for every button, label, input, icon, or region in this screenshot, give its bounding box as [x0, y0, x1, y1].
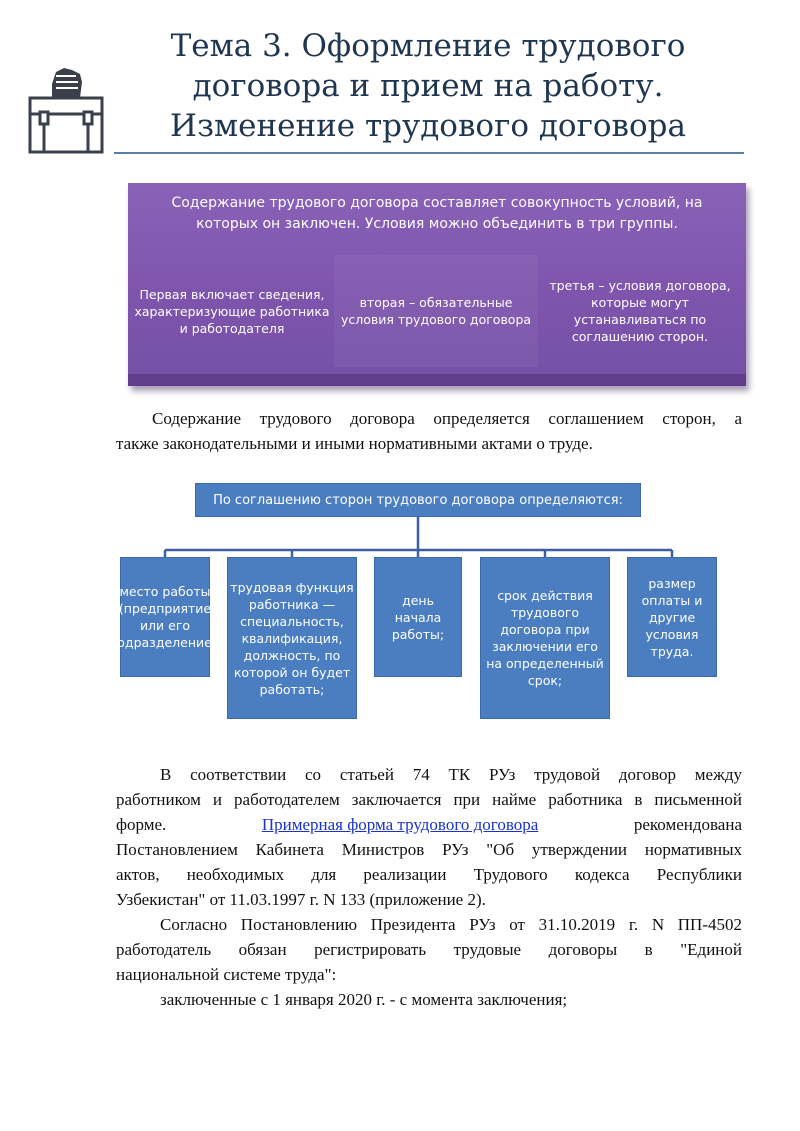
paragraph-line: работником и работодателем заключается при найме работника в письменной	[116, 790, 742, 809]
org-chart-item-pay: размер оплаты и другие условия труда.	[627, 557, 717, 677]
group-second: вторая – обязательные условия трудового договора	[334, 255, 538, 367]
paragraph-line: актов, необходимых для реализации Трудового кодекса Республики	[116, 865, 742, 884]
briefcase-hand-icon	[26, 64, 106, 156]
page-title: Тема 3. Оформление трудового договора и прием на работу. Изменение трудового договора	[170, 28, 686, 144]
conditions-heading: Содержание трудового договора составляет совокупность условий, на которых он заключен. Условия можно объединить в три группы.	[171, 195, 703, 232]
paragraph-line: Узбекистан" от 11.03.1997 г. N 133 (приложение 2).	[116, 890, 486, 909]
paragraph-line: заключенные с 1 января 2020 г. - с момента заключения;	[160, 990, 568, 1009]
sample-contract-link[interactable]: Примерная форма трудового договора	[261, 815, 539, 834]
org-chart-item-workplace: место работы (предприятие или его подразделение);	[120, 557, 210, 677]
paragraph-line: Согласно Постановлению Президента РУз от 31.10.2019 г. N ПП-4502	[160, 915, 742, 934]
paragraph-line: национальной системе труда":	[116, 965, 337, 984]
paragraph-line: Содержание трудового договора определяется соглашением сторон, а	[152, 409, 742, 428]
paragraph-line-with-link: форме. Примерная форма трудового договора рекомендована	[116, 812, 742, 837]
org-chart-item-term: срок действия трудового договора при заключении его на определенный срок;	[480, 557, 610, 719]
org-chart-item-job-function: трудовая функция работника — специальность, квалификация, должность, по которой он будет работать;	[227, 557, 357, 719]
group-first: Первая включает сведения, характеризующие работника и работодателя	[134, 286, 330, 336]
paragraph-line: Постановлением Кабинета Министров РУз "Об утверждении нормативных	[116, 840, 742, 859]
paragraph-line: также законодательными и иными нормативными актами о труде.	[116, 434, 593, 453]
paragraph-line: В соответствии со статьей 74 ТК РУз трудовой договор между	[160, 765, 742, 784]
block-shadow-strip	[128, 374, 746, 386]
paragraph-line: работодатель обязан регистрировать трудовые договоры в "Единой	[116, 940, 742, 959]
group-third: третья – условия договора, которые могут устанавливаться по соглашению сторон.	[549, 278, 731, 344]
conditions-summary-block	[128, 183, 746, 386]
title-divider	[114, 152, 744, 154]
org-chart-item-start-date: день начала работы;	[374, 557, 462, 677]
org-chart-root: По соглашению сторон трудового договора определяются:	[195, 483, 641, 517]
